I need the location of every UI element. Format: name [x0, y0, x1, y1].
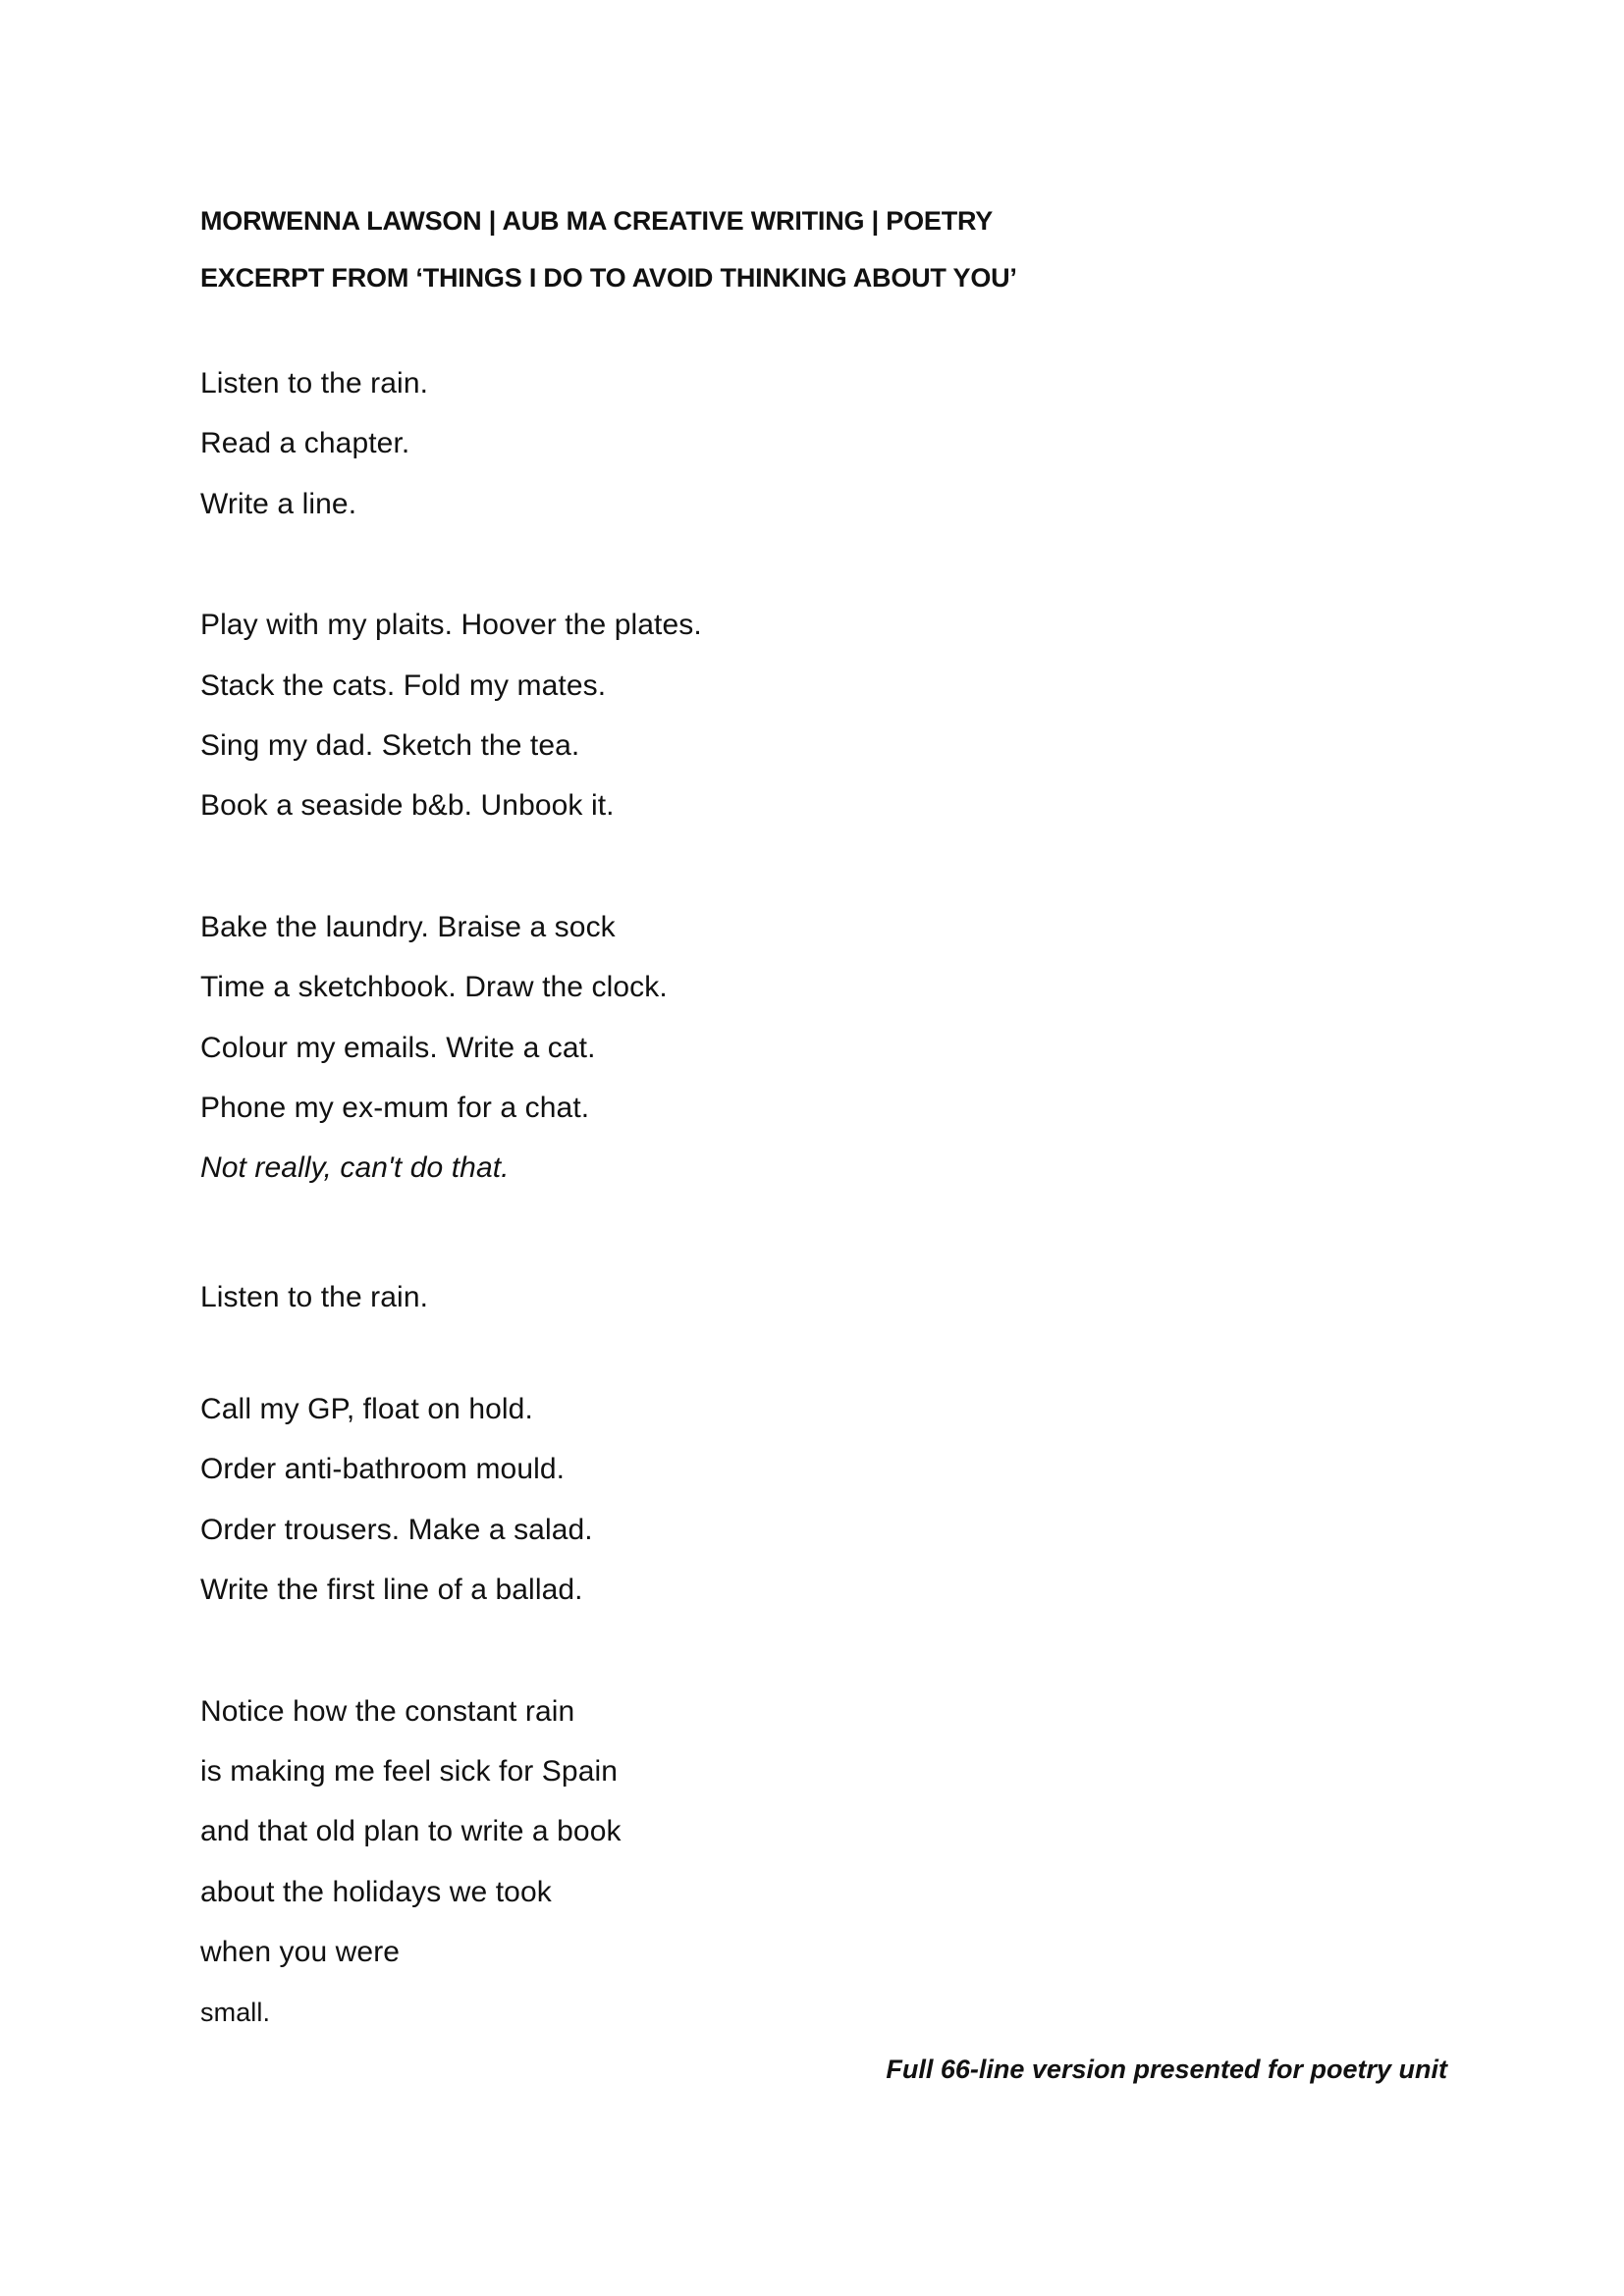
footnote: Full 66-line version presented for poetry unit: [886, 2055, 1447, 2084]
poem-line: Book a seaside b&b. Unbook it.: [200, 789, 615, 822]
poem-line: Notice how the constant rain: [200, 1695, 575, 1728]
poem-line-italic: Not really, can't do that.: [200, 1151, 510, 1184]
poem-line: about the holidays we took: [200, 1876, 552, 1908]
document-header: [200, 192, 1477, 306]
poem-line: small.: [200, 1998, 271, 2027]
excerpt-title-heading: EXCERPT FROM ‘THINGS I DO TO AVOID THINKING ABOUT YOU’: [200, 263, 1017, 293]
poem-line: Colour my emails. Write a cat.: [200, 1032, 596, 1064]
poem-line: Listen to the rain.: [200, 367, 429, 400]
poem-line: Call my GP, float on hold.: [200, 1393, 533, 1425]
poem-line: Phone my ex-mum for a chat.: [200, 1092, 590, 1124]
poem-line: is making me feel sick for Spain: [200, 1755, 619, 1788]
author-course-heading: MORWENNA LAWSON | AUB MA CREATIVE WRITING | POETRY: [200, 206, 994, 236]
poem-line: Bake the laundry. Braise a sock: [200, 911, 616, 943]
poem-line: Sing my dad. Sketch the tea.: [200, 729, 580, 762]
poem-line: Stack the cats. Fold my mates.: [200, 669, 607, 702]
poem-line: Order trousers. Make a salad.: [200, 1514, 593, 1546]
poem-line: Write a line.: [200, 488, 357, 520]
poem-line: and that old plan to write a book: [200, 1815, 622, 1847]
poem-line: when you were: [200, 1936, 401, 1968]
poem-line: Listen to the rain.: [200, 1281, 429, 1313]
poem-line: Order anti-bathroom mould.: [200, 1453, 566, 1485]
poem-line: Write the first line of a ballad.: [200, 1574, 583, 1606]
poem-line: Play with my plaits. Hoover the plates.: [200, 609, 702, 641]
poem-line: Time a sketchbook. Draw the clock.: [200, 971, 668, 1003]
poem-line: Read a chapter.: [200, 427, 410, 459]
